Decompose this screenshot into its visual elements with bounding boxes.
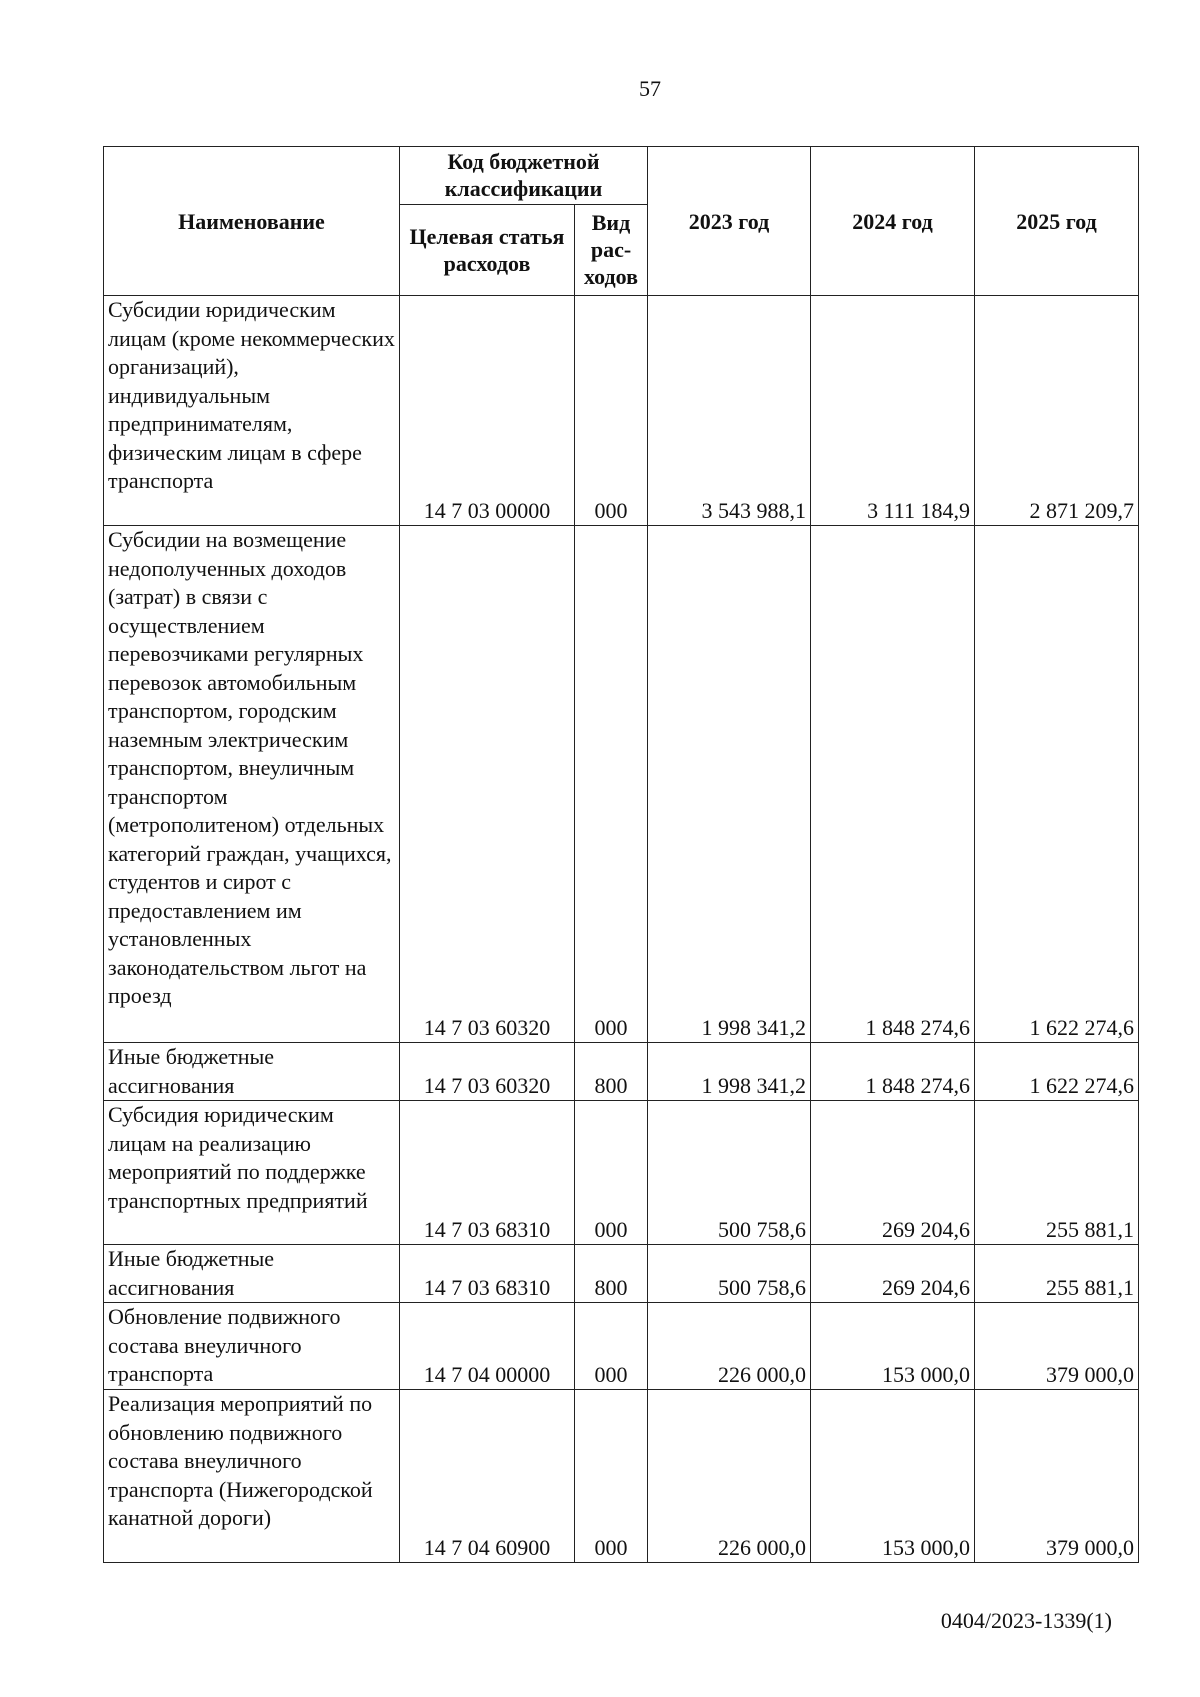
row-value-2023: 500 758,6 [648, 1245, 811, 1303]
row-value-2025: 1 622 274,6 [975, 526, 1139, 1043]
row-value-2025: 379 000,0 [975, 1303, 1139, 1390]
row-value-2025: 2 871 209,7 [975, 296, 1139, 526]
header-expense-type: Вид рас-ходов [575, 204, 648, 295]
table-row [104, 526, 1139, 1043]
row-name: Субсидии на возмещение недополученных доходов (затрат) в связи с осуществлением перевозчиками регулярных перевозок автомобильным транспортом, городским наземным электрическим транспортом, внеуличным транспортом (метрополитеном) отдельных категорий граждан, учащихся, студентов и сирот с предоставлением им установленных законодательством льгот на проезд [104, 526, 400, 1043]
row-target-article: 14 7 04 00000 [400, 1303, 575, 1390]
row-value-2024: 3 111 184,9 [811, 296, 975, 526]
row-value-2025: 255 881,1 [975, 1245, 1139, 1303]
row-value-2023: 500 758,6 [648, 1101, 811, 1245]
row-target-article: 14 7 03 60320 [400, 526, 575, 1043]
row-value-2023: 226 000,0 [648, 1390, 811, 1563]
row-expense-type: 000 [575, 1303, 648, 1390]
row-name: Субсидии юридическим лицам (кроме некоммерческих организаций), индивидуальным предпринимателям, физическим лицам в сфере транспорта [104, 296, 400, 526]
row-target-article: 14 7 03 68310 [400, 1101, 575, 1245]
table-row [104, 1390, 1139, 1563]
row-value-2023: 226 000,0 [648, 1303, 811, 1390]
row-expense-type: 000 [575, 1101, 648, 1245]
row-value-2024: 1 848 274,6 [811, 526, 975, 1043]
header-name: Наименование [104, 147, 400, 296]
row-name: Реализация мероприятий по обновлению подвижного состава внеуличного транспорта (Нижегородской канатной дороги) [104, 1390, 400, 1563]
table-row [104, 296, 1139, 526]
header-year-2023: 2023 год [648, 147, 811, 296]
row-target-article: 14 7 04 60900 [400, 1390, 575, 1563]
table-row [104, 1043, 1139, 1101]
header-year-2025: 2025 год [975, 147, 1139, 296]
page-number: 57 [639, 76, 661, 101]
row-expense-type: 000 [575, 296, 648, 526]
row-value-2024: 1 848 274,6 [811, 1043, 975, 1101]
row-value-2024: 269 204,6 [811, 1245, 975, 1303]
row-target-article: 14 7 03 68310 [400, 1245, 575, 1303]
row-expense-type: 800 [575, 1043, 648, 1101]
row-value-2025: 1 622 274,6 [975, 1043, 1139, 1101]
row-value-2025: 255 881,1 [975, 1101, 1139, 1245]
row-target-article: 14 7 03 60320 [400, 1043, 575, 1101]
header-target-article: Целевая статья расходов [400, 204, 575, 295]
row-expense-type: 800 [575, 1245, 648, 1303]
row-value-2024: 153 000,0 [811, 1390, 975, 1563]
table-row [104, 1101, 1139, 1245]
row-value-2023: 3 543 988,1 [648, 296, 811, 526]
budget-table [103, 146, 1139, 1563]
table-row [104, 1245, 1139, 1303]
row-expense-type: 000 [575, 1390, 648, 1563]
row-value-2023: 1 998 341,2 [648, 526, 811, 1043]
row-name: Субсидия юридическим лицам на реализацию мероприятий по поддержке транспортных предприятий [104, 1101, 400, 1245]
row-value-2024: 269 204,6 [811, 1101, 975, 1245]
row-expense-type: 000 [575, 526, 648, 1043]
row-value-2023: 1 998 341,2 [648, 1043, 811, 1101]
header-year-2024: 2024 год [811, 147, 975, 296]
row-name: Иные бюджетные ассигнования [104, 1043, 400, 1101]
header-row-top [104, 147, 1139, 205]
row-name: Обновление подвижного состава внеуличного транспорта [104, 1303, 400, 1390]
header-budget-code: Код бюджетной классификации [400, 147, 648, 205]
row-value-2025: 379 000,0 [975, 1390, 1139, 1563]
table-row [104, 1303, 1139, 1390]
row-target-article: 14 7 03 00000 [400, 296, 575, 526]
row-name: Иные бюджетные ассигнования [104, 1245, 400, 1303]
row-value-2024: 153 000,0 [811, 1303, 975, 1390]
document-code: 0404/2023-1339(1) [940, 1608, 1112, 1633]
